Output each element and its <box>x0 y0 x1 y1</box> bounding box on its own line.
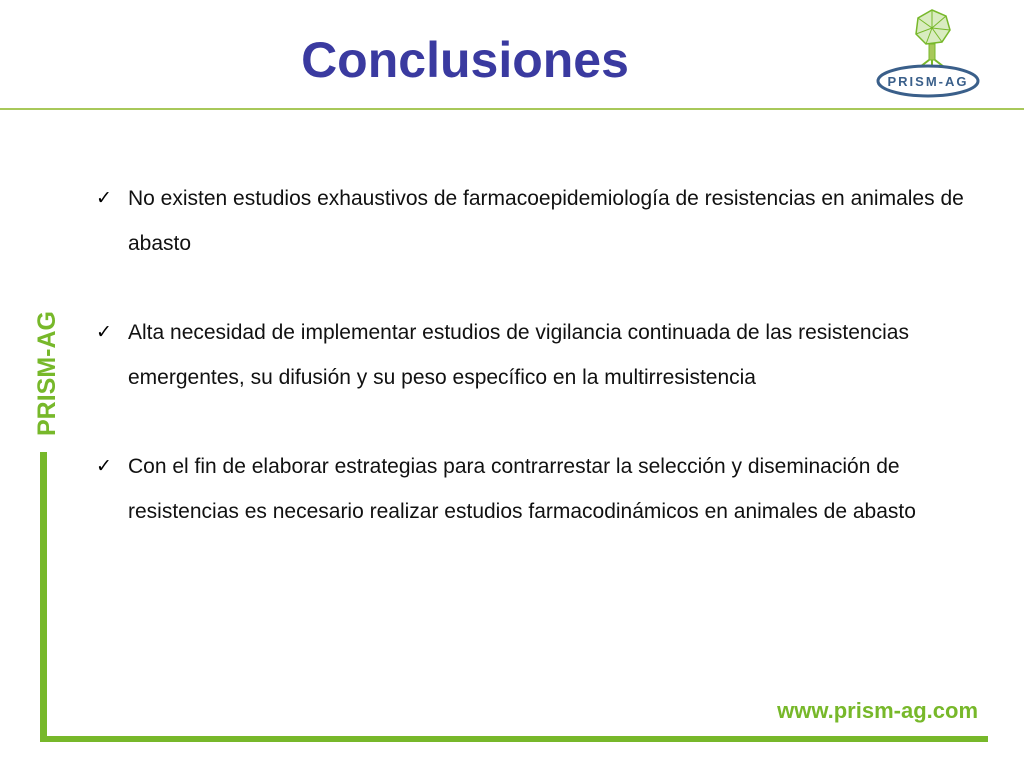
website-link[interactable]: www.prism-ag.com <box>777 698 978 723</box>
bullet-text: No existen estudios exhaustivos de farmacoepidemiología de resistencias en animales de abasto <box>128 187 964 255</box>
header-divider <box>0 108 1024 110</box>
slide-title: Conclusiones <box>301 32 629 88</box>
list-item <box>96 310 976 400</box>
checkmark-icon: ✓ <box>96 322 112 343</box>
checkmark-icon: ✓ <box>96 456 112 477</box>
side-accent-bar <box>40 452 47 742</box>
list-item <box>96 176 976 266</box>
prism-ag-logo <box>872 6 984 102</box>
checkmark-icon: ✓ <box>96 188 112 209</box>
side-brand-label: PRISM-AG <box>33 311 61 436</box>
bottom-accent-bar <box>40 736 988 742</box>
logo-text: PRISM-AG <box>887 74 969 89</box>
conclusions-list <box>96 176 976 578</box>
bullet-text: Con el fin de elaborar estrategias para contrarrestar la selección y diseminación de resistencias es necesario realizar estudios farmacodinámicos en animales de abasto <box>128 455 916 523</box>
bullet-text: Alta necesidad de implementar estudios de vigilancia continuada de las resistencias emergentes, su difusión y su peso específico en la multirresistencia <box>128 321 909 389</box>
list-item <box>96 444 976 534</box>
